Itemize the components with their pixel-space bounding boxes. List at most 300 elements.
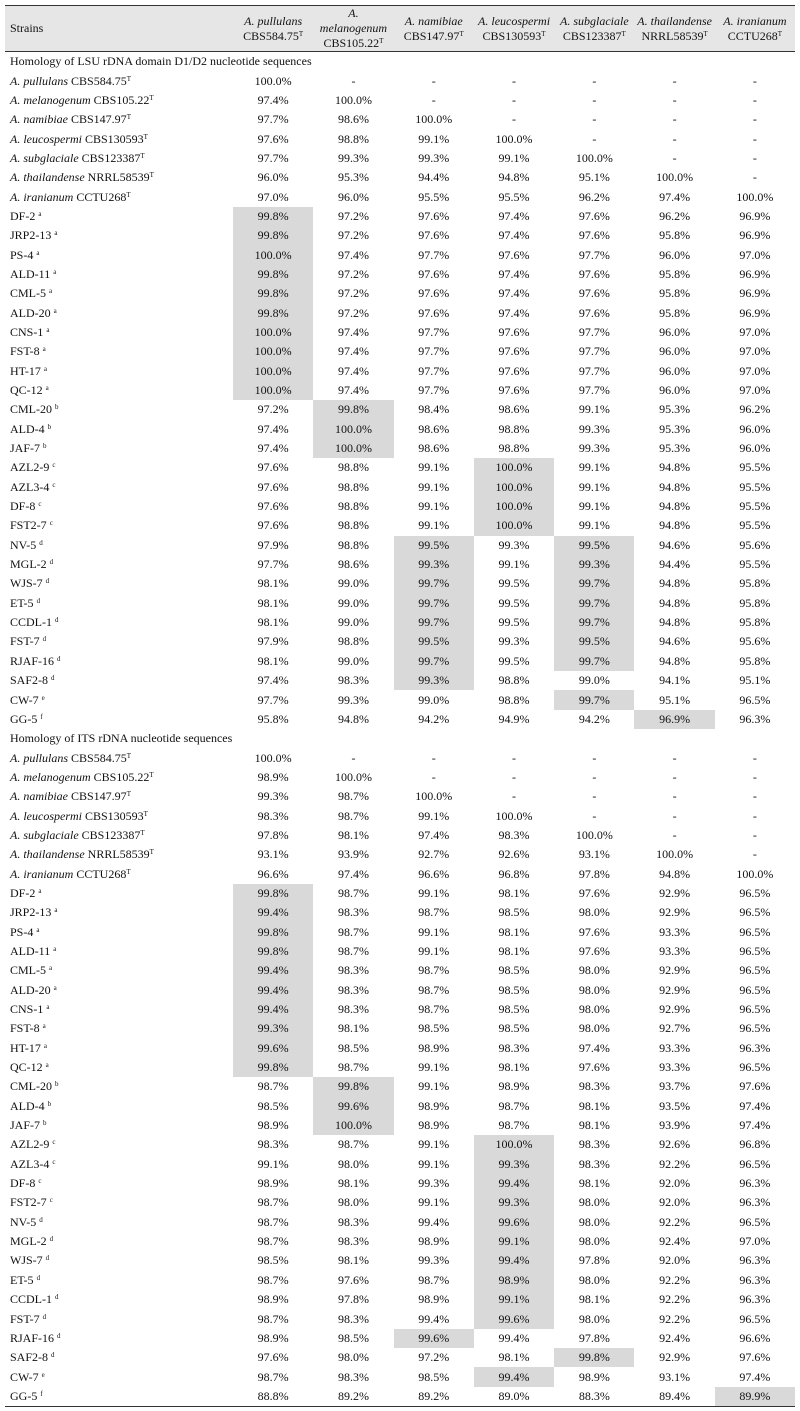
homology-value: 99.3% — [418, 1176, 450, 1191]
homology-value: 97.4% — [337, 324, 369, 339]
homology-value: - — [592, 750, 597, 765]
strain-superscript: T — [140, 151, 145, 160]
homology-value: 95.5% — [498, 189, 530, 204]
homology-value: 97.6% — [337, 1272, 369, 1287]
homology-value: 98.7% — [257, 1234, 289, 1249]
homology-value: 98.8% — [337, 499, 369, 514]
strain-superscript: d — [51, 674, 55, 683]
homology-value: 96.9% — [739, 305, 771, 320]
strain-name: CBS130593 — [84, 808, 144, 823]
homology-value: 96.5% — [739, 943, 771, 958]
homology-value: 97.4% — [498, 266, 530, 281]
table-row — [5, 1000, 795, 1019]
strain-name: CBS123387 — [81, 150, 141, 165]
strain-species: A. melanogenum — [10, 92, 91, 107]
strain-superscript: c — [52, 461, 56, 470]
strain-cell — [5, 1271, 233, 1290]
strain-cell — [5, 1309, 233, 1328]
strain-name: PS-4 — [10, 924, 34, 939]
homology-value: 99.1% — [418, 131, 450, 146]
homology-value: 98.0% — [337, 1195, 369, 1210]
homology-value: 97.8% — [578, 1330, 610, 1345]
strain-name: CBS584.75 — [71, 73, 127, 88]
homology-value: 98.1% — [578, 1118, 610, 1133]
homology-value: 99.3% — [498, 537, 530, 552]
homology-value: 100.0% — [334, 769, 372, 784]
strain-name: AZL3-4 — [10, 479, 50, 494]
strain-superscript: T — [149, 93, 154, 102]
strain-superscript: T — [126, 113, 131, 122]
homology-value: 100.0% — [736, 866, 774, 881]
homology-value: 98.8% — [337, 634, 369, 649]
strain-cell — [5, 555, 233, 574]
table-row — [5, 1039, 795, 1058]
homology-value: 99.5% — [498, 595, 530, 610]
strain-superscript: T — [149, 848, 154, 857]
homology-value: 98.9% — [418, 1098, 450, 1113]
homology-value: - — [431, 92, 436, 107]
strain-name: JAF-7 — [10, 1118, 41, 1133]
strain-superscript: c — [49, 1196, 53, 1205]
strain-name: DF-8 — [10, 1176, 36, 1191]
homology-value: 97.7% — [257, 112, 289, 127]
homology-value: 95.5% — [739, 518, 771, 533]
homology-value: - — [752, 750, 757, 765]
homology-value: 98.8% — [337, 131, 369, 146]
homology-value: 99.5% — [498, 653, 530, 668]
homology-value: 98.5% — [418, 1369, 450, 1384]
homology-value: 98.7% — [337, 1137, 369, 1152]
strain-species: A. leucospermi — [10, 808, 82, 823]
homology-value: 98.8% — [337, 479, 369, 494]
table-row — [5, 1348, 795, 1367]
homology-value: 97.9% — [257, 537, 289, 552]
homology-value: 93.3% — [659, 1040, 691, 1055]
strain-name: AZL2-9 — [10, 460, 50, 475]
homology-value: 99.1% — [578, 479, 610, 494]
homology-value: 99.1% — [578, 518, 610, 533]
homology-value: 98.6% — [337, 112, 369, 127]
homology-value: - — [431, 750, 436, 765]
homology-value: 98.5% — [257, 1098, 289, 1113]
homology-value: 98.8% — [498, 421, 530, 436]
homology-value: 92.0% — [659, 1253, 691, 1268]
homology-value: 99.3% — [474, 1193, 554, 1212]
homology-value: 99.1% — [418, 518, 450, 533]
homology-value: 98.7% — [337, 943, 369, 958]
table-row — [5, 806, 795, 825]
homology-value: 93.9% — [659, 1118, 691, 1133]
strain-cell — [5, 1174, 233, 1193]
homology-value: 98.7% — [337, 808, 369, 823]
table-row — [5, 381, 795, 400]
column-species: A. leucospermi — [478, 13, 551, 28]
homology-value: 99.0% — [337, 653, 369, 668]
table-row — [5, 864, 795, 883]
homology-value: 97.4% — [578, 1040, 610, 1055]
table-row — [5, 1309, 795, 1328]
homology-value: 97.0% — [257, 189, 289, 204]
homology-value: 94.8% — [659, 595, 691, 610]
homology-value: 98.1% — [337, 1021, 369, 1036]
homology-value: 100.0% — [233, 323, 313, 342]
homology-value: 97.4% — [337, 866, 369, 881]
homology-value: 97.7% — [578, 324, 610, 339]
table-row — [5, 787, 795, 806]
homology-value: 99.3% — [578, 441, 610, 456]
homology-value: 97.4% — [418, 827, 450, 842]
column-code: CBS584.75 — [243, 28, 299, 43]
homology-value: 96.2% — [659, 208, 691, 223]
homology-value: 98.8% — [337, 518, 369, 533]
strain-cell — [5, 323, 233, 342]
homology-value: 99.3% — [394, 555, 474, 574]
homology-value: 95.1% — [578, 170, 610, 185]
homology-value: 97.6% — [578, 266, 610, 281]
table-row — [5, 284, 795, 303]
homology-value: - — [592, 92, 597, 107]
strain-name: FST-7 — [10, 1311, 40, 1326]
table-row — [5, 439, 795, 458]
strain-superscript: b — [55, 1080, 59, 1089]
homology-value: 93.3% — [659, 943, 691, 958]
homology-value: 92.4% — [659, 1330, 691, 1345]
homology-value: 97.4% — [739, 1118, 771, 1133]
strain-cell — [5, 884, 233, 903]
homology-value: 98.7% — [418, 963, 450, 978]
homology-value: 98.7% — [498, 1118, 530, 1133]
homology-value: 92.2% — [659, 1156, 691, 1171]
strain-name: NV-5 — [10, 537, 37, 552]
homology-value: 92.9% — [659, 1002, 691, 1017]
homology-value: 96.0% — [337, 189, 369, 204]
strain-cell — [5, 748, 233, 767]
homology-value: 99.1% — [498, 557, 530, 572]
strain-superscript: d — [49, 1235, 54, 1244]
homology-value: 93.9% — [337, 847, 369, 862]
homology-value: 96.0% — [659, 383, 691, 398]
homology-value: 94.8% — [659, 576, 691, 591]
homology-value: 92.2% — [659, 1272, 691, 1287]
table-row — [5, 516, 795, 535]
homology-value: 99.3% — [418, 150, 450, 165]
homology-value: 99.6% — [474, 1213, 554, 1232]
strain-cell — [5, 110, 233, 129]
homology-value: 96.5% — [739, 692, 771, 707]
strain-name: JAF-7 — [10, 441, 41, 456]
homology-value: 98.0% — [578, 905, 610, 920]
homology-value: 94.8% — [659, 866, 691, 881]
homology-value: 95.8% — [659, 286, 691, 301]
homology-value: 92.9% — [659, 963, 691, 978]
strain-name: CCDL-1 — [10, 615, 52, 630]
homology-value: 95.5% — [739, 460, 771, 475]
table-row — [5, 574, 795, 593]
homology-value: 100.0% — [254, 750, 292, 765]
homology-value: 93.3% — [659, 924, 691, 939]
homology-value: 98.3% — [578, 1079, 610, 1094]
strain-superscript: a — [46, 325, 50, 334]
homology-value: 96.2% — [578, 189, 610, 204]
homology-value: 99.1% — [418, 1079, 450, 1094]
table-row — [5, 226, 795, 245]
strain-cell — [5, 439, 233, 458]
table-row — [5, 1232, 795, 1251]
homology-value: 100.0% — [313, 1116, 393, 1135]
section-row — [5, 729, 795, 748]
strain-species: A. thailandense — [10, 170, 85, 185]
table-row — [5, 884, 795, 903]
strain-name: DF-2 — [10, 208, 36, 223]
homology-value: 99.8% — [233, 226, 313, 245]
strain-cell — [5, 1251, 233, 1270]
homology-value: 99.3% — [418, 1253, 450, 1268]
strain-name: FST2-7 — [10, 518, 47, 533]
homology-value: 97.4% — [739, 1098, 771, 1113]
strain-cell — [5, 1329, 233, 1348]
strain-cell — [5, 574, 233, 593]
strain-cell — [5, 516, 233, 535]
strain-superscript: c — [38, 500, 42, 509]
homology-value: - — [752, 847, 757, 862]
homology-value: 99.5% — [394, 632, 474, 651]
table-row — [5, 323, 795, 342]
homology-value: - — [351, 73, 356, 88]
strain-superscript: a — [43, 364, 47, 373]
homology-value: 99.3% — [233, 1019, 313, 1038]
homology-value: 97.6% — [257, 460, 289, 475]
homology-value: 99.8% — [233, 303, 313, 322]
homology-value: 98.7% — [337, 1060, 369, 1075]
strain-cell — [5, 922, 233, 941]
homology-value: 96.9% — [634, 710, 714, 729]
homology-value: 97.6% — [257, 1350, 289, 1365]
homology-value: 98.5% — [498, 1021, 530, 1036]
strain-cell — [5, 1387, 233, 1407]
homology-value: 98.0% — [578, 1002, 610, 1017]
table-row — [5, 652, 795, 671]
strain-name: ET-5 — [10, 595, 34, 610]
homology-value: 97.6% — [257, 518, 289, 533]
homology-value: 96.0% — [659, 363, 691, 378]
homology-value: 99.1% — [418, 499, 450, 514]
strain-name: AZL2-9 — [10, 1137, 50, 1152]
strain-cell — [5, 342, 233, 361]
strain-name: CBS584.75 — [71, 750, 127, 765]
homology-value: 95.8% — [659, 228, 691, 243]
homology-value: 100.0% — [474, 516, 554, 535]
homology-value: 98.1% — [337, 827, 369, 842]
strain-name: DF-8 — [10, 499, 36, 514]
table-row — [5, 71, 795, 90]
homology-value: 99.8% — [313, 400, 393, 419]
strain-name: ALD-4 — [10, 1098, 45, 1113]
homology-value: 98.0% — [578, 982, 610, 997]
strain-cell — [5, 1039, 233, 1058]
table-row — [5, 303, 795, 322]
homology-value: 98.6% — [418, 441, 450, 456]
table-row — [5, 187, 795, 206]
strain-superscript: a — [38, 209, 42, 218]
strain-cell — [5, 768, 233, 787]
strain-name: WJS-7 — [10, 576, 43, 591]
homology-value: 97.8% — [578, 1253, 610, 1268]
homology-value: 99.1% — [418, 1156, 450, 1171]
strain-superscript: c — [52, 1138, 56, 1147]
strain-name: SAF2-8 — [10, 673, 49, 688]
table-row — [5, 265, 795, 284]
homology-value: 100.0% — [313, 439, 393, 458]
homology-value: 98.7% — [337, 924, 369, 939]
homology-value: 99.8% — [233, 942, 313, 961]
homology-value: - — [592, 131, 597, 146]
homology-value: 100.0% — [575, 827, 613, 842]
homology-value: 95.3% — [659, 421, 691, 436]
homology-value: 98.5% — [498, 963, 530, 978]
homology-value: 99.3% — [474, 1155, 554, 1174]
strain-cell — [5, 149, 233, 168]
table-row — [5, 1174, 795, 1193]
strain-name: CCDL-1 — [10, 1292, 52, 1307]
homology-value: 99.6% — [313, 1097, 393, 1116]
strain-name: CBS130593 — [84, 131, 144, 146]
homology-value: 98.3% — [498, 1040, 530, 1055]
homology-value: 96.0% — [659, 344, 691, 359]
homology-value: 97.7% — [578, 344, 610, 359]
homology-value: 98.3% — [337, 982, 369, 997]
homology-value: 97.7% — [418, 247, 450, 262]
homology-value: 99.8% — [233, 922, 313, 941]
homology-value: 98.7% — [498, 1098, 530, 1113]
homology-value: 99.7% — [394, 594, 474, 613]
homology-value: 98.3% — [337, 963, 369, 978]
homology-value: 96.5% — [739, 1060, 771, 1075]
homology-value: 98.0% — [337, 1350, 369, 1365]
table-row — [5, 1155, 795, 1174]
table-row — [5, 149, 795, 168]
strain-name: ALD-20 — [10, 305, 51, 320]
strain-cell — [5, 1348, 233, 1367]
homology-value: 95.5% — [739, 557, 771, 572]
strain-name: JRP2-13 — [10, 905, 52, 920]
table-row — [5, 1193, 795, 1212]
strain-superscript: a — [45, 1061, 49, 1070]
section-title: Homology of ITS rDNA nucleotide sequences — [10, 731, 233, 746]
homology-value: - — [752, 827, 757, 842]
strain-name: CBS105.22 — [93, 92, 150, 107]
homology-value: - — [672, 827, 677, 842]
strain-cell — [5, 864, 233, 883]
strain-species: A. pullulans — [10, 750, 69, 765]
strain-name: RJAF-16 — [10, 653, 55, 668]
homology-value: 97.6% — [418, 266, 450, 281]
homology-value: 97.6% — [498, 324, 530, 339]
homology-value: 97.0% — [739, 247, 771, 262]
homology-value: 98.7% — [257, 1369, 289, 1384]
homology-value: 97.7% — [578, 247, 610, 262]
homology-value: 98.0% — [578, 1311, 610, 1326]
homology-value: 98.5% — [498, 1002, 530, 1017]
homology-value: 92.9% — [659, 982, 691, 997]
table-row — [5, 845, 795, 864]
strain-name: FST-7 — [10, 634, 40, 649]
column-species: A. iranianum — [723, 13, 787, 28]
strain-superscript: T — [126, 74, 131, 83]
strain-superscript: a — [49, 287, 53, 296]
homology-value: - — [431, 73, 436, 88]
strain-name: NRRL58539 — [87, 847, 150, 862]
column-species: A. melanogenum — [319, 6, 388, 35]
header-row — [5, 6, 795, 52]
homology-value: - — [351, 750, 356, 765]
homology-value: 95.6% — [739, 537, 771, 552]
strain-cell — [5, 1290, 233, 1309]
homology-value: - — [592, 769, 597, 784]
homology-value: 98.9% — [474, 1271, 554, 1290]
homology-value: 97.0% — [739, 1234, 771, 1249]
homology-value: 99.7% — [394, 613, 474, 632]
strain-superscript: e — [41, 1370, 45, 1379]
homology-value: 96.3% — [739, 711, 771, 726]
homology-value: 100.0% — [495, 131, 533, 146]
strain-cell — [5, 632, 233, 651]
homology-value: 99.8% — [313, 1077, 393, 1096]
strain-cell — [5, 1232, 233, 1251]
strain-species: A. pullulans — [10, 73, 69, 88]
strain-superscript: d — [39, 1215, 43, 1224]
homology-value: - — [672, 150, 677, 165]
homology-value: 100.0% — [474, 497, 554, 516]
homology-value: 99.1% — [418, 885, 450, 900]
homology-value: 89.0% — [474, 1387, 554, 1407]
homology-value: 98.8% — [498, 441, 530, 456]
strain-superscript: T — [149, 171, 154, 180]
table-row — [5, 594, 795, 613]
strain-superscript: a — [46, 1003, 50, 1012]
strain-superscript: b — [43, 1119, 47, 1128]
homology-value: 99.4% — [498, 1330, 530, 1345]
homology-value: 98.1% — [498, 943, 530, 958]
homology-value: 99.8% — [233, 1058, 313, 1077]
homology-value: - — [672, 808, 677, 823]
strain-cell — [5, 1155, 233, 1174]
homology-value: 98.5% — [337, 1040, 369, 1055]
homology-value: 99.1% — [418, 924, 450, 939]
homology-value: - — [752, 170, 757, 185]
strain-cell — [5, 207, 233, 226]
homology-value: 99.5% — [554, 536, 634, 555]
homology-value: 99.1% — [474, 1232, 554, 1251]
table-row — [5, 632, 795, 651]
strain-cell — [5, 652, 233, 671]
homology-value: 98.7% — [418, 905, 450, 920]
column-code: CBS123387 — [562, 28, 622, 43]
homology-value: 97.6% — [418, 208, 450, 223]
table-row — [5, 1271, 795, 1290]
strain-name: GG-5 — [10, 711, 38, 726]
strain-name: FST2-7 — [10, 1195, 47, 1210]
homology-value: 93.3% — [659, 1060, 691, 1075]
strain-superscript: a — [54, 229, 58, 238]
homology-value: 94.6% — [659, 537, 691, 552]
strain-superscript: T — [140, 828, 145, 837]
homology-value: 99.1% — [257, 1156, 289, 1171]
homology-value: 99.4% — [233, 1000, 313, 1019]
strain-cell — [5, 690, 233, 709]
strain-name: CNS-1 — [10, 324, 44, 339]
homology-value: 97.8% — [337, 1292, 369, 1307]
homology-value: 99.7% — [394, 652, 474, 671]
